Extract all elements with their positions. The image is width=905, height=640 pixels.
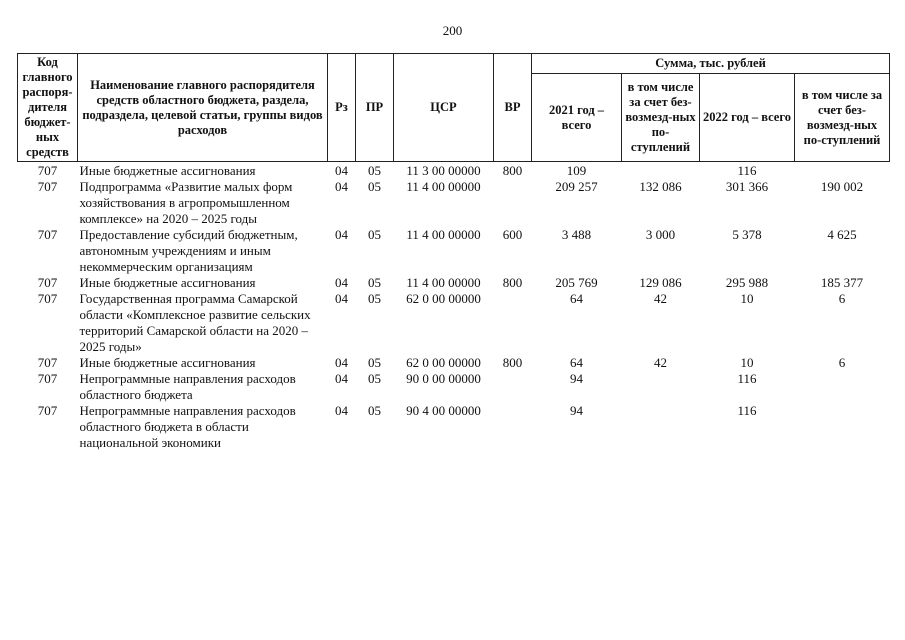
header-csr: ЦСР (394, 54, 494, 162)
cell-2021-free (622, 371, 700, 403)
cell-2022-free (795, 403, 890, 451)
cell-2021-free (622, 162, 700, 180)
header-sum: Сумма, тыс. рублей (532, 54, 890, 74)
table-row (18, 355, 890, 371)
cell-2022-total: 10 (740, 291, 754, 306)
header-2021-free: в том числе за счет без-возмезд-ных по-ступлений (622, 74, 700, 162)
header-rz: Рз (328, 54, 356, 162)
cell-2021-total: 109 (566, 163, 587, 178)
cell-csr: 11 4 00 00000 (406, 227, 481, 242)
page-number: 200 (442, 23, 463, 38)
cell-vr (494, 371, 532, 403)
cell-name: Иные бюджетные ассигнования (79, 355, 256, 370)
cell-vr: 800 (502, 355, 523, 370)
header-vr: ВР (494, 54, 532, 162)
cell-code: 707 (37, 291, 58, 306)
cell-name: Государственная программа Самарской области «Комплексное развитие сельских территорий Самарской области на 2020 – 2025 годы» (79, 291, 311, 354)
cell-2022-free: 190 002 (820, 179, 864, 194)
table-row (18, 403, 890, 451)
cell-csr: 90 0 00 00000 (406, 371, 481, 386)
cell-2021-total: 3 488 (561, 227, 592, 242)
cell-name: Предоставление субсидий бюджетным, автономным учреждениям и иным некоммерческим организациям (79, 227, 298, 274)
table-body (18, 162, 890, 452)
cell-code: 707 (37, 355, 58, 370)
table-row (18, 162, 890, 180)
cell-csr: 90 4 00 00000 (406, 403, 481, 418)
cell-code: 707 (37, 163, 58, 178)
header-name: Наименование главного распорядителя средств областного бюджета, раздела, подраздела, целевой статьи, группы видов расходов (78, 54, 328, 162)
cell-2022-total: 10 (740, 355, 754, 370)
cell-name: Подпрограмма «Развитие малых форм хозяйствования в агропромышленном комплексе» на 2020 – 2025 годы (79, 179, 293, 226)
cell-rz: 04 (335, 291, 348, 306)
table-row (18, 371, 890, 403)
cell-pr: 05 (368, 371, 381, 386)
cell-rz: 04 (335, 275, 348, 290)
cell-rz: 04 (335, 163, 348, 178)
cell-csr: 11 3 00 00000 (406, 163, 481, 178)
cell-2021-total: 94 (570, 371, 583, 386)
cell-2022-total: 5 378 (732, 227, 762, 242)
cell-2021-free: 42 (654, 291, 667, 306)
cell-2021-free: 132 086 (639, 179, 682, 194)
cell-2021-total: 209 257 (555, 179, 598, 194)
header-2022-free: в том числе за счет без-возмезд-ных по-ступлений (795, 74, 890, 162)
cell-2022-free: 185 377 (820, 275, 864, 290)
cell-2022-total: 116 (737, 403, 757, 418)
cell-2022-total: 301 366 (725, 179, 769, 194)
cell-name: Непрограммные направления расходов областного бюджета (79, 371, 296, 402)
cell-2022-free: 4 625 (827, 227, 857, 242)
cell-2022-free: 6 (838, 355, 846, 370)
cell-vr (494, 179, 532, 227)
cell-name: Непрограммные направления расходов областного бюджета в области национальной экономики (79, 403, 296, 450)
cell-rz: 04 (335, 179, 348, 194)
cell-code: 707 (37, 179, 58, 194)
table-row (18, 179, 890, 227)
table-header (18, 54, 890, 162)
cell-2022-free (795, 371, 890, 403)
cell-2021-free (622, 403, 700, 451)
cell-2021-free: 3 000 (645, 227, 676, 242)
cell-vr: 600 (502, 227, 523, 242)
cell-name: Иные бюджетные ассигнования (79, 275, 256, 290)
cell-vr (494, 291, 532, 355)
cell-2021-free: 129 086 (639, 275, 682, 290)
cell-2022-total: 116 (737, 371, 757, 386)
cell-2021-free: 42 (654, 355, 667, 370)
cell-2021-total: 205 769 (555, 275, 598, 290)
cell-vr: 800 (502, 275, 523, 290)
cell-csr: 62 0 00 00000 (406, 355, 481, 370)
table-row (18, 227, 890, 275)
header-2021-total: 2021 год – всего (532, 74, 622, 162)
budget-table (17, 53, 890, 451)
header-2022-total: 2022 год – всего (700, 74, 795, 162)
cell-pr: 05 (368, 179, 381, 194)
cell-2021-total: 64 (570, 291, 583, 306)
cell-csr: 11 4 00 00000 (406, 179, 481, 194)
cell-vr: 800 (502, 163, 523, 178)
cell-csr: 62 0 00 00000 (406, 291, 481, 306)
cell-2022-total: 116 (737, 163, 757, 178)
cell-code: 707 (37, 403, 58, 418)
cell-code: 707 (37, 227, 58, 242)
cell-2022-free (795, 162, 890, 180)
cell-2022-free: 6 (838, 291, 846, 306)
cell-2022-total: 295 988 (725, 275, 769, 290)
cell-2021-total: 94 (570, 403, 583, 418)
cell-pr: 05 (368, 355, 381, 370)
cell-rz: 04 (335, 371, 348, 386)
cell-code: 707 (37, 275, 58, 290)
header-pr: ПР (356, 54, 394, 162)
cell-pr: 05 (368, 291, 381, 306)
cell-pr: 05 (368, 227, 381, 242)
cell-rz: 04 (335, 227, 348, 242)
cell-name: Иные бюджетные ассигнования (79, 163, 256, 178)
header-code: Код главного распоря-дителя бюджет-ных средств (18, 54, 78, 162)
cell-pr: 05 (368, 275, 381, 290)
cell-rz: 04 (335, 403, 348, 418)
cell-vr (494, 403, 532, 451)
table-row (18, 275, 890, 291)
cell-csr: 11 4 00 00000 (406, 275, 481, 290)
cell-rz: 04 (335, 355, 348, 370)
cell-code: 707 (37, 371, 58, 386)
cell-pr: 05 (368, 403, 381, 418)
cell-2021-total: 64 (570, 355, 583, 370)
table-row (18, 291, 890, 355)
cell-pr: 05 (368, 163, 381, 178)
